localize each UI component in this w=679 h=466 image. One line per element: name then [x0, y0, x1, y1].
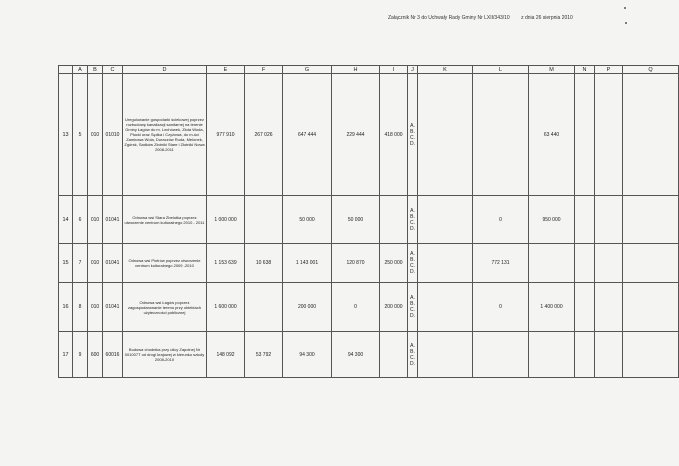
cell-c: 01041 [103, 196, 123, 244]
column-header: B [88, 66, 103, 74]
amount-cell-h: 120 870 [332, 244, 380, 283]
cell-q [623, 283, 679, 332]
amount-cell-m: 63 440 [529, 74, 575, 196]
table-row [59, 74, 679, 196]
source-letter: B. [410, 257, 415, 263]
amount-cell-i [380, 332, 408, 378]
source-letter: A. [410, 122, 415, 129]
source-letter: D. [410, 140, 415, 147]
attachment-title: Załącznik Nr 3 do Uchwały Rady Gminy Nr LXII/343/10 [388, 15, 510, 21]
column-header: P [595, 66, 623, 74]
amount-cell-e: 1 600 000 [207, 283, 245, 332]
source-letter: A. [410, 342, 415, 349]
source-letter: C. [410, 219, 415, 226]
cell-c: 60016 [103, 332, 123, 378]
task-description: Uregulowanie gospodarki ściekowej poprzez rozbudowę kanalizacji sanitarnej na terenie Gminy Łagów do m. Lechówek, Złota Woda, Płucki oraz Sędka i Czyżowa, do m-ści Zamkowa Wola, Duraczów Ruda, Melonek, Zgórsk, Sadków Złotniki Stare i Złotniki Nowa 2008-2011 [123, 74, 207, 196]
source-letter: B. [410, 348, 415, 355]
cell-p [595, 196, 623, 244]
source-letter: C. [410, 263, 415, 269]
amount-cell-m [529, 244, 575, 283]
attachment-header [388, 15, 573, 21]
task-description: Budowa chodnika przy ulicy Zapolnej Nr 001007T od drogi krajowej w kierunku szkoły 2008-2010 [123, 332, 207, 378]
cell-n [575, 283, 595, 332]
amount-cell-g: 1 143 001 [283, 244, 332, 283]
attachment-date: z dnia 26 sierpnia 2010 [521, 15, 573, 21]
column-header: N [575, 66, 595, 74]
amount-cell-h: 0 [332, 283, 380, 332]
column-header: J [408, 66, 418, 74]
cell-p [595, 332, 623, 378]
cell-b: 600 [88, 332, 103, 378]
source-letter: A. [410, 207, 415, 214]
cell-a: 6 [73, 196, 88, 244]
amount-cell-f: 10 638 [245, 244, 283, 283]
scan-speck [624, 7, 626, 9]
amount-cell-e: 1 153 639 [207, 244, 245, 283]
amount-cell-i: 250 000 [380, 244, 408, 283]
amount-cell-h: 50 000 [332, 196, 380, 244]
amount-cell-m [529, 332, 575, 378]
cell-a: 5 [73, 74, 88, 196]
cell-c: 01010 [103, 74, 123, 196]
source-letter: C. [410, 307, 415, 313]
column-header: Q [623, 66, 679, 74]
amount-cell-i: 418 000 [380, 74, 408, 196]
amount-cell-i [380, 196, 408, 244]
amount-cell-l: 0 [473, 283, 529, 332]
cell-k [418, 196, 473, 244]
source-letter: C. [410, 354, 415, 361]
cell-b: 010 [88, 196, 103, 244]
column-header [59, 66, 73, 74]
source-letter: B. [410, 301, 415, 307]
investment-table [58, 65, 679, 378]
source-letters-cell [408, 244, 418, 283]
scan-speck [625, 22, 627, 24]
column-header: A [73, 66, 88, 74]
amount-cell-e: 148 092 [207, 332, 245, 378]
amount-cell-e: 977 910 [207, 74, 245, 196]
cell-n [575, 196, 595, 244]
cell-b: 010 [88, 74, 103, 196]
cell-b: 010 [88, 244, 103, 283]
column-header: G [283, 66, 332, 74]
source-letter: D. [410, 360, 415, 367]
cell-q [623, 196, 679, 244]
column-header: I [380, 66, 408, 74]
amount-cell-f [245, 196, 283, 244]
source-letter: A. [410, 295, 415, 301]
row-number: 13 [59, 74, 73, 196]
amount-cell-l [473, 332, 529, 378]
amount-cell-m: 1 400 000 [529, 283, 575, 332]
cell-c: 01041 [103, 283, 123, 332]
cell-p [595, 74, 623, 196]
amount-cell-f [245, 283, 283, 332]
task-description: Odnowa wsi Stara Zbelutka poprzez utworzenie centrum kulturalnego 2010 - 2011 [123, 196, 207, 244]
table-row [59, 283, 679, 332]
column-header: C [103, 66, 123, 74]
cell-a: 7 [73, 244, 88, 283]
amount-cell-g: 647 444 [283, 74, 332, 196]
source-letter: B. [410, 213, 415, 220]
cell-q [623, 244, 679, 283]
cell-p [595, 244, 623, 283]
amount-cell-l: 0 [473, 196, 529, 244]
source-letters-cell [408, 74, 418, 196]
row-number: 15 [59, 244, 73, 283]
cell-k [418, 283, 473, 332]
source-letters-cell [408, 332, 418, 378]
source-letter: C. [410, 134, 415, 141]
amount-cell-g: 94 300 [283, 332, 332, 378]
cell-k [418, 74, 473, 196]
column-header: D [123, 66, 207, 74]
cell-n [575, 332, 595, 378]
column-header: M [529, 66, 575, 74]
amount-cell-h: 94 300 [332, 332, 380, 378]
source-letters-cell [408, 283, 418, 332]
cell-q [623, 332, 679, 378]
row-number: 17 [59, 332, 73, 378]
cell-b: 010 [88, 283, 103, 332]
source-letter: A. [410, 251, 415, 257]
row-number: 16 [59, 283, 73, 332]
amount-cell-i: 200 000 [380, 283, 408, 332]
column-header: E [207, 66, 245, 74]
column-header-row [59, 66, 679, 74]
source-letter: D. [410, 225, 415, 232]
cell-p [595, 283, 623, 332]
amount-cell-f: 53 792 [245, 332, 283, 378]
amount-cell-m: 950 000 [529, 196, 575, 244]
column-header: K [418, 66, 473, 74]
cell-a: 8 [73, 283, 88, 332]
task-description: Odnowa wsi Łagów poprzez zagospodarowanie terenu przy obiektach użyteczności publicznej [123, 283, 207, 332]
table-row [59, 332, 679, 378]
amount-cell-f: 267 026 [245, 74, 283, 196]
source-letters-cell [408, 196, 418, 244]
amount-cell-e: 1 000 000 [207, 196, 245, 244]
cell-c: 01041 [103, 244, 123, 283]
cell-k [418, 244, 473, 283]
cell-q [623, 74, 679, 196]
source-letter: B. [410, 128, 415, 135]
column-header: L [473, 66, 529, 74]
column-header: F [245, 66, 283, 74]
amount-cell-l [473, 74, 529, 196]
task-description: Odnowa wsi Piotrów poprzez utworzenie centrum kulturalnego 2009 -2010 [123, 244, 207, 283]
amount-cell-g: 200 000 [283, 283, 332, 332]
amount-cell-h: 229 444 [332, 74, 380, 196]
source-letter: D. [410, 313, 415, 319]
cell-k [418, 332, 473, 378]
table-row [59, 244, 679, 283]
cell-a: 9 [73, 332, 88, 378]
source-letter: D. [410, 269, 415, 275]
row-number: 14 [59, 196, 73, 244]
cell-n [575, 74, 595, 196]
cell-n [575, 244, 595, 283]
amount-cell-g: 50 000 [283, 196, 332, 244]
column-header: H [332, 66, 380, 74]
amount-cell-l: 772 131 [473, 244, 529, 283]
table-row [59, 196, 679, 244]
